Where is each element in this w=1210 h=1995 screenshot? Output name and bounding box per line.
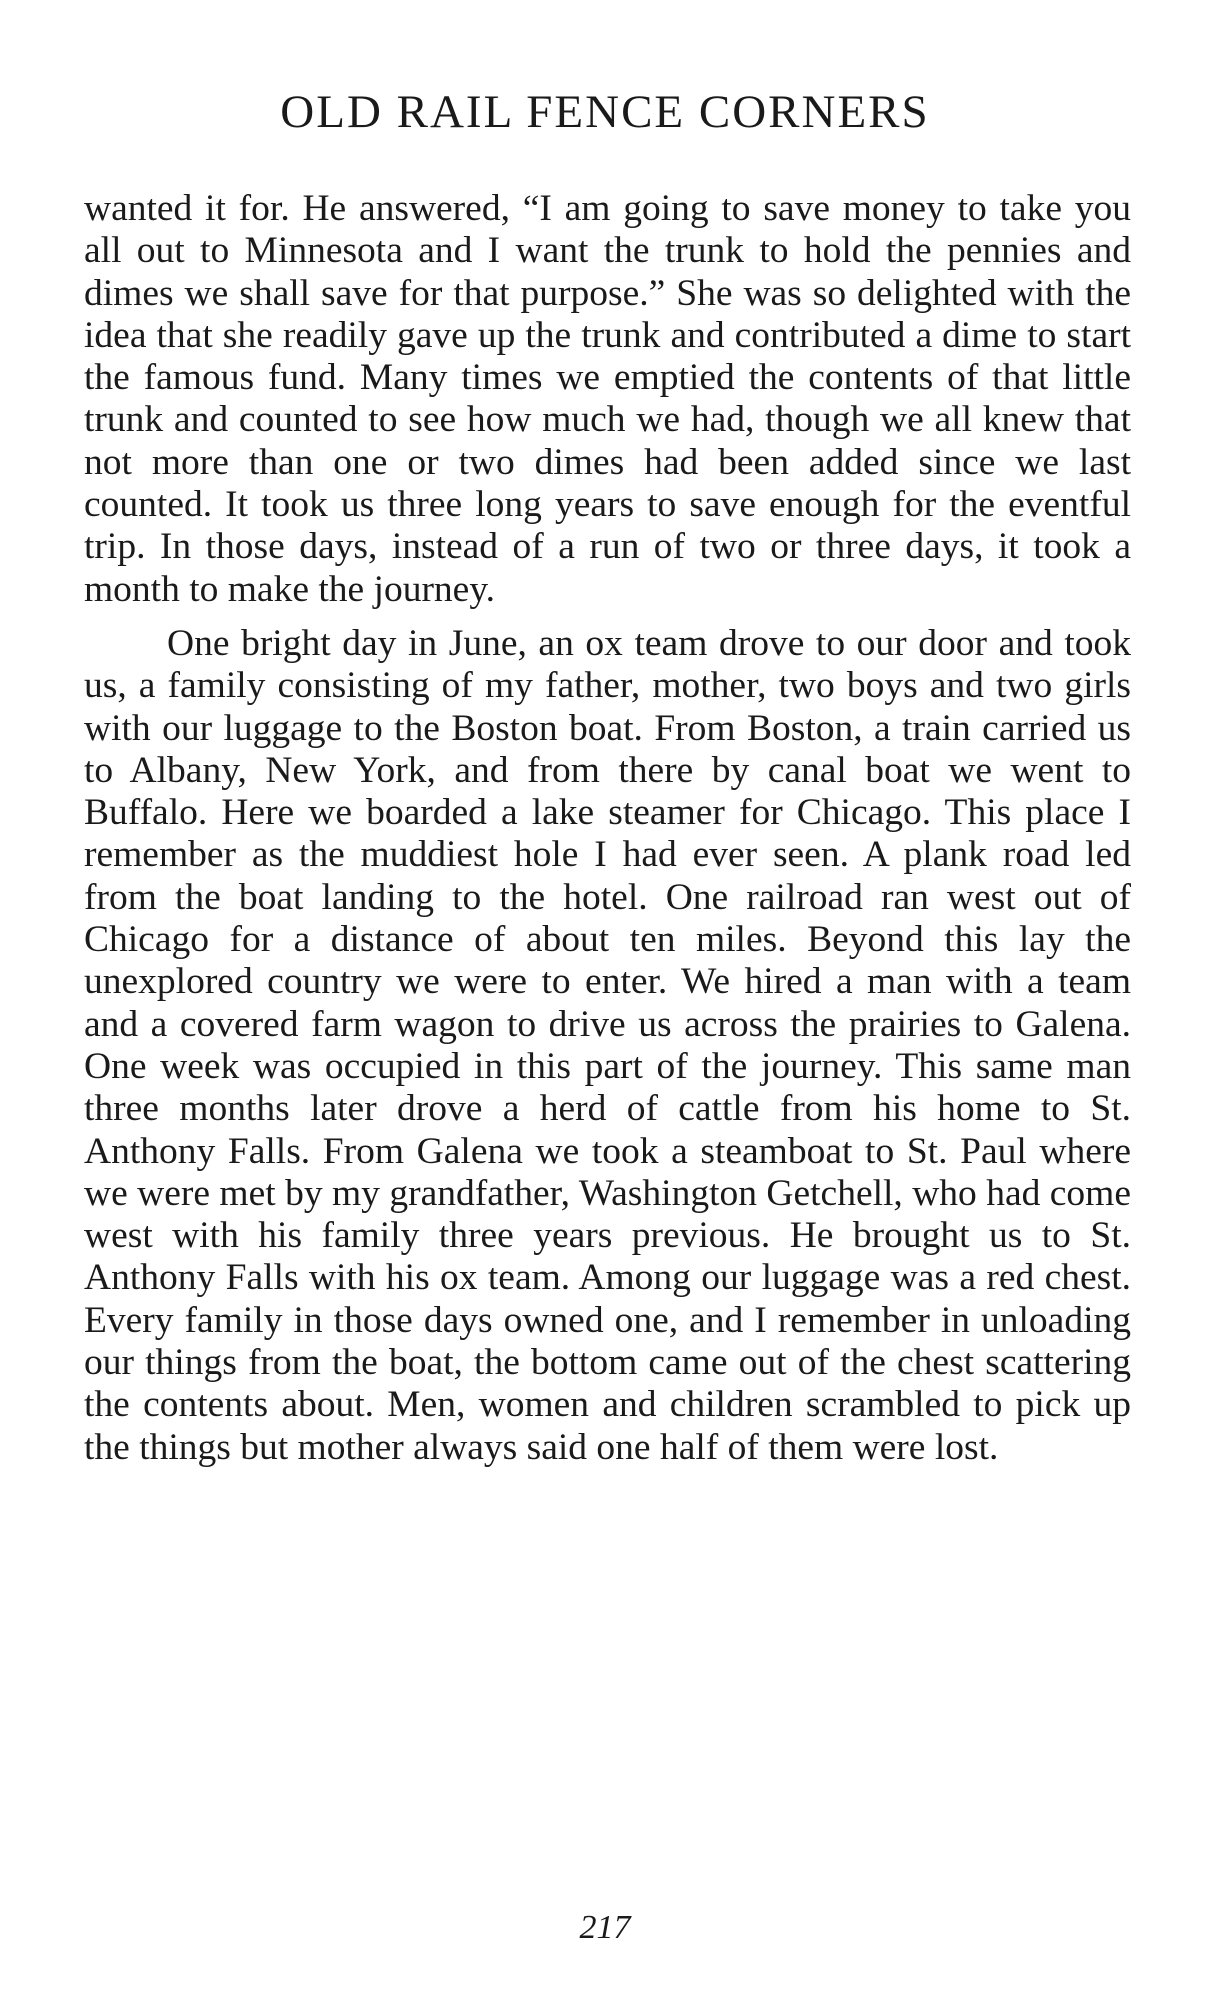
page-number: 217 <box>579 1909 631 1946</box>
paragraph-continued: wanted it for. He answered, “I am going to save money to take you all out to Minnesota and I want the trunk to hold the pennies and dimes we shall save for that purpose.” She was so delighted with the idea that she readily gave up the trunk and contributed a dime to start the famous fund. Many times we emptied the contents of that little trunk and counted to see how much we had, though we all knew that not more than one or two dimes had been added since we last counted. It took us three long years to save enough for the eventful trip. In those days, instead of a run of two or three days, it took a month to make the journey. <box>84 188 1131 610</box>
paragraph-journey: One bright day in June, an ox team drove to our door and took us, a family consisting of my father, mother, two boys and two girls with our luggage to the Boston boat. From Boston, a train carried us to Albany, New York, and from there by canal boat we went to Buffalo. Here we boarded a lake steamer for Chicago. This place I remember as the muddiest hole I had ever seen. A plank road led from the boat landing to the hotel. One railroad ran west out of Chicago for a distance of about ten miles. Beyond this lay the unexplored country we were to enter. We hired a man with a team and a covered farm wagon to drive us across the prairies to Galena. One week was occupied in this part of the journey. This same man three months later drove a herd of cattle from his home to St. Anthony Falls. From Galena we took a steamboat to St. Paul where we were met by my grandfather, Washington Getchell, who had come west with his family three years previous. He brought us to St. Anthony Falls with his ox team. Among our luggage was a red chest. Every family in those days owned one, and I remember in unloading our things from the boat, the bottom came out of the chest scattering the contents about. Men, women and children scrambled to pick up the things but mother always said one half of them were lost. <box>84 622 1131 1468</box>
body-text <box>84 188 1131 1469</box>
running-head-title: OLD RAIL FENCE CORNERS <box>280 86 930 138</box>
